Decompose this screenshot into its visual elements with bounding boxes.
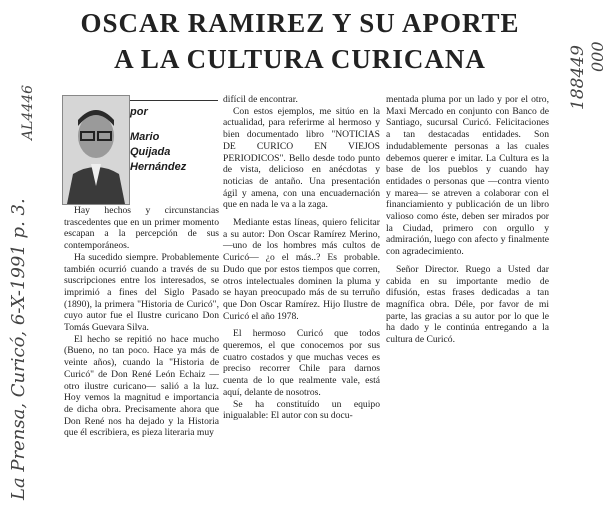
paragraph: Con estos ejemplos, me sitúo en la actualidad, para referirme al hermoso y bien documentado libro "NOTICIAS DE CURICO EN VIEJOS PERIODICOS". Bello desde todo punto de vista, delicioso en anécdotas y noticias de antaño. Una presentación ágil y amena, con una encuadernación que en nada le va a la zaga. (223, 105, 380, 211)
paragraph: El hecho se repitió no hace mucho (Bueno, no tan poco. Hace ya más de veinte años), cuando la "Historia de Curicó" de Don René León Echaiz —otro ilustre curicano— salió a la luz. Hoy vemos la magnitud e importancia de dicha obra. Precisamente ahora que Don René nos ha dejado y la Historia que él escribiera, es pieza literaria muy (64, 333, 219, 439)
headline-line-1: OSCAR RAMIREZ Y SU APORTE (80, 8, 520, 38)
handwritten-code-left: AL4446 (20, 84, 36, 140)
article-column-1 (64, 205, 219, 439)
headline-line-2: A LA CULTURA CURICANA (114, 44, 486, 74)
handwritten-source-note: La Prensa, Curicó, 6-X-1991 p. 3. (8, 198, 29, 500)
handwritten-code-right: 188449 (568, 45, 588, 110)
author-surname-2: Hernández (130, 161, 187, 173)
paragraph: mentada pluma por un lado y por el otro, Maxi Mercado en conjunto con Banco de Santiago, sucursal Curicó. Felicitaciones a tan destacadas entidades. Son indudablemente personas a las cuales debemos querer e imitar. La Cultura es la base de los pueblos y cuando hay entidades o personas que —contra viento y marea— se atreven a colaborar con el financiamiento y publicación de un libro valioso como éste, deben ser mirados por la Ciudad, primero con orgullo y admiración, luego con afecto y finalmente con agradecimiento. (386, 94, 549, 258)
paragraph: Mediante estas líneas, quiero felicitar a su autor: Don Oscar Ramírez Merino, —uno de los hombres más cultos de Curicó— ¿o el más..? Es probable. Dudo que por estos tiempos que corren, otros intelectuales dominen la pluma y se hayan preocupado más de su terruño que Don Oscar Ramírez. Hijo Ilustre de Curicó el año 1978. (223, 217, 380, 322)
paragraph: Ha sucedido siempre. Probablemente también ocurrió cuando a través de su suscripciones entre los interesados, se imprimió a fines del Siglo Pasado (1890), la primera "Historia de Curicó", cuyo autor fue el Ilustre curicano Don Tomás Guevara Silva. (64, 251, 219, 334)
handwritten-code-right-prefix: 000 (588, 41, 607, 72)
paragraph: Hay hechos y circunstancias trascedentes que en un primer momento escapan a la percepción de sus contemporáneos. (64, 205, 219, 252)
article-column-3 (386, 94, 549, 346)
portrait-image (63, 96, 129, 204)
author-photo (62, 95, 130, 205)
author-first-name: Mario (130, 131, 160, 143)
paragraph: Señor Director. Ruego a Usted dar cabida en su importante medio de difusión, estas frases dedicadas a tan magnífica obra. Déle, por favor de mi parte, las gracias a su autor por lo que le ha dado y le continúa entregando a la cultura de Curicó. (386, 263, 549, 346)
byline-por: por (130, 106, 148, 118)
paragraph: El hermoso Curicó que todos queremos, el que conocemos por sus cuatro costados y que muchas veces es preciso recorrer Chile para darnos cuenta de lo que realmente vale, está aquí, delante de nosotros. (223, 328, 380, 398)
paragraph: difícil de encontrar. (223, 94, 298, 105)
byline-rule (130, 100, 218, 101)
author-surname-1: Quijada (130, 146, 171, 158)
article-column-2 (223, 94, 380, 422)
byline (130, 105, 220, 175)
paragraph: Se ha constituído un equipo inigualable: El autor con su docu- (223, 398, 380, 422)
